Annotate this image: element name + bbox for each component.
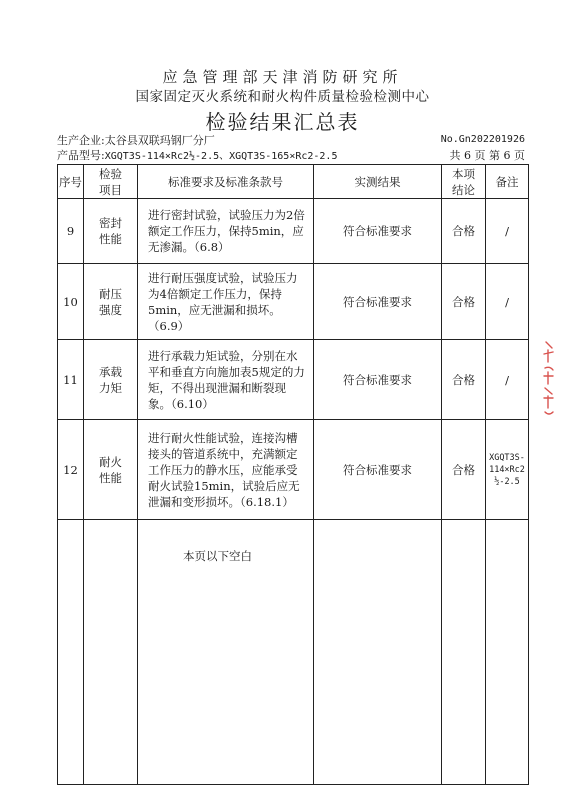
row-conclusion: 合格: [442, 264, 486, 340]
row-no: 10: [58, 264, 84, 340]
header-no: 序号: [58, 165, 84, 199]
center-name: 国家固定灭火系统和耐火构件质量检验检测中心: [135, 89, 430, 105]
header-remark: 备注: [486, 165, 529, 199]
header-item: 检验项目: [84, 165, 138, 199]
row-standard: 进行密封试验，试验压力为2倍额定工作压力，保持5min，应无渗漏。（6.8）: [138, 199, 314, 264]
page-title: 检验结果汇总表: [205, 110, 360, 134]
row-standard: 进行耐火性能试验，连接沟槽接头的管道系统中，充满额定工作压力的静水压，应能承受耐火试验15min，试验后应无泄漏和变形损坏。（6.18.1）: [138, 420, 314, 520]
row-item: 耐火性能: [84, 420, 138, 520]
row-result: 符合标准要求: [314, 264, 442, 340]
report-number: No.Gn202201926: [440, 134, 525, 145]
producer-value: 太谷县双联玛钢厂分厂: [104, 134, 215, 147]
row-no: 12: [58, 420, 84, 520]
model-value: XGQT3S-114×Rc2½-2.5、XGQT3S-165×Rc2-2.5: [104, 151, 338, 162]
row-no: 9: [58, 199, 84, 264]
producer-label: 生产企业:: [57, 134, 105, 147]
row-remark: /: [486, 340, 529, 420]
row-remark: /: [486, 264, 529, 340]
model-label: 产品型号:: [57, 149, 105, 162]
results-table: [57, 164, 529, 785]
row-standard: 进行耐压强度试验，试验压力为4倍额定工作压力，保持5min，应无泄漏和损坏。（6.9）: [138, 264, 314, 340]
model-line: [57, 147, 337, 163]
header-conclusion: 本项结论: [442, 165, 486, 199]
row-conclusion: 合格: [442, 420, 486, 520]
row-result: 符合标准要求: [314, 340, 442, 420]
row-item: 密封性能: [84, 199, 138, 264]
row-item: 耐压强度: [84, 264, 138, 340]
row-remark: /: [486, 199, 529, 264]
header-result: 实测结果: [314, 165, 442, 199]
blank-row: [58, 520, 529, 785]
row-no: 11: [58, 340, 84, 420]
row-standard: 进行承载力矩试验，分别在水平和垂直方向施加表5规定的力矩，不得出现泄漏和断裂现象。（6.10）: [138, 340, 314, 420]
blank-note: 本页以下空白: [183, 549, 252, 563]
header-standard: 标准要求及标准条款号: [138, 165, 314, 199]
row-result: 符合标准要求: [314, 199, 442, 264]
seal-stamp-fragment: [540, 340, 558, 420]
table-row: [58, 420, 529, 520]
producer-line: [57, 132, 215, 148]
table-row: [58, 199, 529, 264]
table-row: [58, 264, 529, 340]
page-counter: 共 6 页 第 6 页: [449, 149, 525, 162]
row-item: 承载力矩: [84, 340, 138, 420]
row-result: 符合标准要求: [314, 420, 442, 520]
row-conclusion: 合格: [442, 199, 486, 264]
table-header-row: [58, 165, 529, 199]
table-row: [58, 340, 529, 420]
institute-name: 应急管理部天津消防研究所: [162, 68, 403, 86]
row-conclusion: 合格: [442, 340, 486, 420]
row-remark: XGQT3S-114×Rc2½-2.5: [486, 420, 529, 520]
